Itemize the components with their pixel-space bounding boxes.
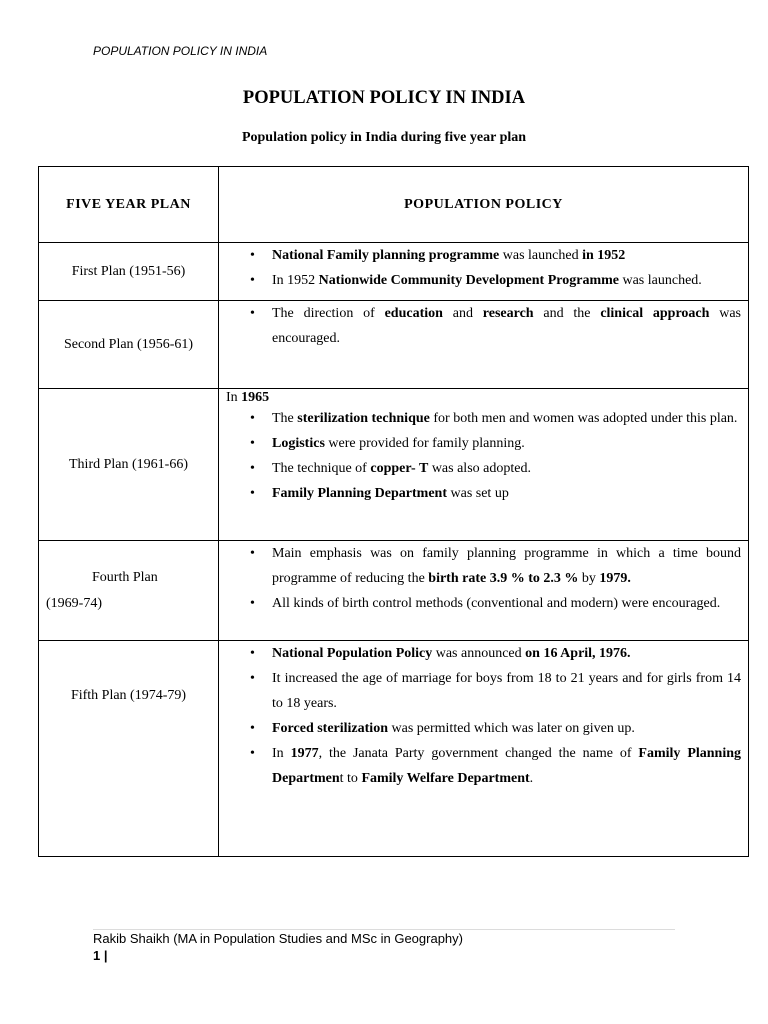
footer-author: Rakib Shaikh (MA in Population Studies and MSc in Geography): [93, 931, 463, 946]
policy-cell: [219, 641, 749, 857]
plan-name: Second Plan (1956-61): [39, 301, 219, 389]
policy-bullet: • The sterilization technique for both men and women was adopted under this plan.: [226, 406, 741, 431]
policy-bullet: • In 1952 Nationwide Community Development Programme was launched.: [226, 268, 741, 293]
policy-bullet: • Logistics were provided for family planning.: [226, 431, 741, 456]
policy-bullet: • All kinds of birth control methods (conventional and modern) were encouraged.: [226, 591, 741, 616]
plan-name: First Plan (1951-56): [39, 243, 219, 301]
footer-divider: [93, 929, 675, 930]
policy-bullet: • Family Planning Department was set up: [226, 481, 741, 506]
policy-bullet: • Forced sterilization was permitted which was later on given up.: [226, 716, 741, 741]
policy-bullet: • National Family planning programme was launched in 1952: [226, 243, 741, 268]
table-row-first-plan: [39, 243, 749, 301]
page-number: 1 |: [93, 948, 108, 963]
table-header-row: [39, 167, 749, 243]
policy-cell: [219, 541, 749, 641]
col-header-policy: POPULATION POLICY: [219, 167, 749, 243]
plan-name-line: Fourth Plan: [92, 569, 158, 585]
plan-name: [39, 541, 219, 641]
policy-bullet: • It increased the age of marriage for boys from 18 to 21 years and for girls from 14 to 18 years.: [226, 666, 741, 716]
table-row-fourth-plan: [39, 541, 749, 641]
page-subtitle: Population policy in India during five year plan: [241, 130, 527, 145]
policy-bullet: • National Population Policy was announced on 16 April, 1976.: [226, 641, 741, 666]
col-header-plan: FIVE YEAR PLAN: [39, 167, 219, 243]
plan-name-line: (1969-74): [46, 595, 102, 611]
table-row-fifth-plan: [39, 641, 749, 857]
policy-intro: In 1965: [226, 390, 270, 405]
plan-policy-table: [38, 166, 749, 857]
policy-cell: [219, 301, 749, 389]
table-row-second-plan: [39, 301, 749, 389]
policy-bullet: • The technique of copper- T was also adopted.: [226, 456, 741, 481]
policy-cell: [219, 243, 749, 301]
policy-bullet: • The direction of education and research and the clinical approach was encouraged.: [226, 301, 741, 351]
policy-cell: [219, 389, 749, 541]
plan-name: Third Plan (1961-66): [39, 389, 219, 541]
plan-name: Fifth Plan (1974-79): [39, 641, 219, 857]
policy-bullet: • Main emphasis was on family planning programme in which a time bound programme of reducing the birth rate 3.9 % to 2.3 % by 1979.: [226, 541, 741, 591]
page-title: POPULATION POLICY IN INDIA: [242, 88, 526, 108]
table-row-third-plan: [39, 389, 749, 541]
running-header: POPULATION POLICY IN INDIA: [93, 44, 268, 58]
policy-bullet: • In 1977, the Janata Party government changed the name of Family Planning Department to Family Welfare Department.: [226, 741, 741, 791]
